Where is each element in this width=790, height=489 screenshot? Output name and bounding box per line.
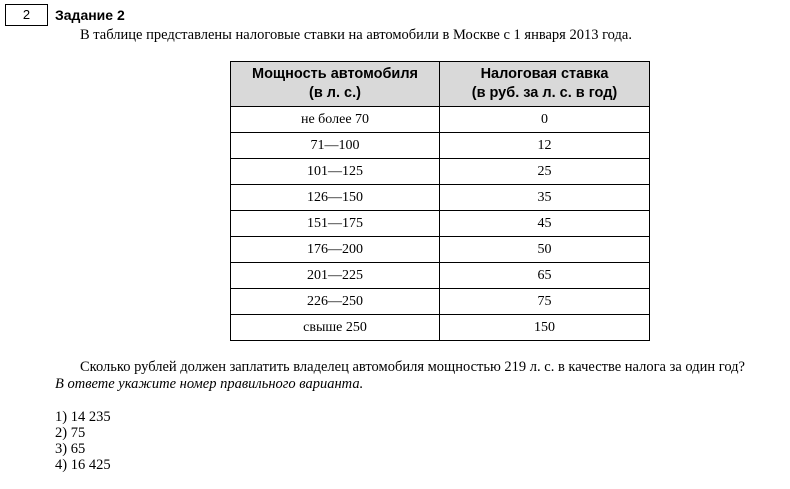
answer-options bbox=[55, 409, 111, 473]
power-cell: 226—250 bbox=[231, 289, 440, 315]
answer-option-2[interactable]: 2) 75 bbox=[55, 425, 86, 441]
column-header-power: Мощность автомобиля (в л. с.) bbox=[231, 62, 440, 107]
tax-rate-table bbox=[230, 61, 650, 341]
table-header-row bbox=[231, 62, 650, 107]
table-row bbox=[231, 133, 650, 159]
answer-option-1[interactable]: 1) 14 235 bbox=[55, 409, 111, 425]
task-title: Задание 2 bbox=[55, 7, 125, 23]
table-row bbox=[231, 315, 650, 341]
rate-cell: 0 bbox=[440, 107, 650, 133]
table-row bbox=[231, 159, 650, 185]
power-cell: 126—150 bbox=[231, 185, 440, 211]
table-row bbox=[231, 289, 650, 315]
rate-cell: 65 bbox=[440, 263, 650, 289]
rate-cell: 45 bbox=[440, 211, 650, 237]
answer-option-4[interactable]: 4) 16 425 bbox=[55, 457, 111, 473]
rate-cell: 50 bbox=[440, 237, 650, 263]
question-text: Сколько рублей должен заплатить владелец автомобиля мощностью 219 л. с. в качестве налога за один год? bbox=[80, 359, 745, 375]
table-row bbox=[231, 107, 650, 133]
table-row bbox=[231, 185, 650, 211]
power-cell: 101—125 bbox=[231, 159, 440, 185]
rate-cell: 35 bbox=[440, 185, 650, 211]
power-cell: свыше 250 bbox=[231, 315, 440, 341]
task-intro-text: В таблице представлены налоговые ставки на автомобили в Москве с 1 января 2013 года. bbox=[80, 27, 632, 43]
rate-cell: 12 bbox=[440, 133, 650, 159]
power-cell: 71—100 bbox=[231, 133, 440, 159]
rate-cell: 150 bbox=[440, 315, 650, 341]
table-row bbox=[231, 211, 650, 237]
power-cell: 151—175 bbox=[231, 211, 440, 237]
answer-option-3[interactable]: 3) 65 bbox=[55, 441, 86, 457]
task-number-box: 2 bbox=[5, 4, 48, 26]
power-cell: 201—225 bbox=[231, 263, 440, 289]
table-row bbox=[231, 263, 650, 289]
column-header-rate: Налоговая ставка (в руб. за л. с. в год) bbox=[440, 62, 650, 107]
power-cell: 176—200 bbox=[231, 237, 440, 263]
answer-instruction: В ответе укажите номер правильного варианта. bbox=[55, 376, 364, 392]
power-cell: не более 70 bbox=[231, 107, 440, 133]
table-row bbox=[231, 237, 650, 263]
rate-cell: 75 bbox=[440, 289, 650, 315]
rate-cell: 25 bbox=[440, 159, 650, 185]
